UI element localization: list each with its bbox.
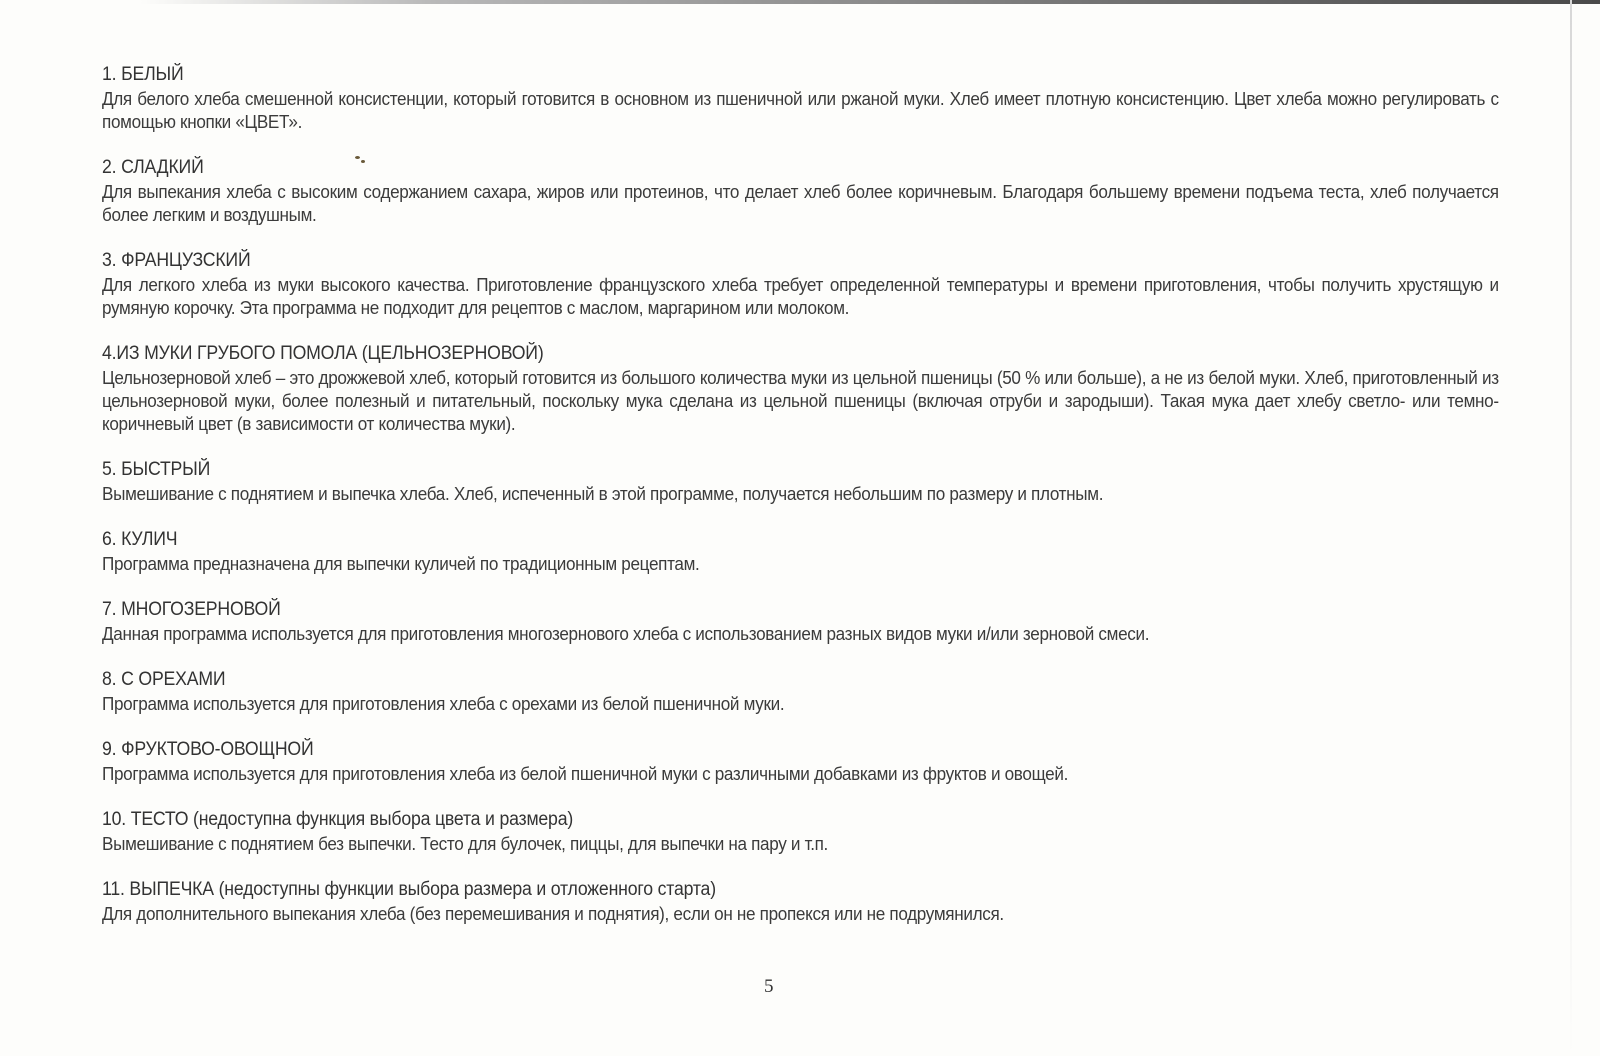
- program-section-9: [102, 737, 1497, 785]
- program-description: Вымешивание с поднятием и выпечка хлеба. Хлеб, испеченный в этой программе, получается небольшим по размеру и плотным.: [102, 483, 1104, 504]
- program-section-2: [102, 155, 1497, 226]
- program-title: 3. ФРАНЦУЗСКИЙ: [102, 250, 251, 271]
- program-list: [102, 62, 1497, 947]
- program-title: 5. БЫСТРЫЙ: [102, 459, 211, 480]
- program-description: Программа предназначена для выпечки куличей по традиционным рецептам.: [102, 553, 700, 574]
- program-section-10: [102, 807, 1497, 855]
- program-section-11: [102, 877, 1497, 925]
- page-number: 5: [764, 976, 774, 997]
- program-title: 1. БЕЛЫЙ: [102, 64, 184, 85]
- program-title: 10. ТЕСТО (недоступна функция выбора цвета и размера): [102, 809, 574, 830]
- program-title: 9. ФРУКТОВО-ОВОЩНОЙ: [102, 739, 314, 760]
- scan-top-edge: [140, 0, 1600, 4]
- program-description: Для дополнительного выпекания хлеба (без перемешивания и поднятия), если он не пропекся или не подрумянился.: [102, 903, 1004, 924]
- program-description: Для выпекания хлеба с высоким содержанием сахара, жиров или протеинов, что делает хлеб более коричневым. Благодаря большему времени подъема теста, хлеб получается более легким и воздушным.: [102, 181, 1499, 225]
- program-section-5: [102, 457, 1497, 505]
- program-title: 2. СЛАДКИЙ: [102, 157, 204, 178]
- program-title: 8. С ОРЕХАМИ: [102, 669, 226, 690]
- program-section-7: [102, 597, 1497, 645]
- program-description: Цельнозерновой хлеб – это дрожжевой хлеб, который готовится из большого количества муки из цельной пшеницы (50 % или больше), а не из белой муки. Хлеб, приготовленный из цельнозерновой муки, более полезный и питательный, поскольку мука сделана из цельной пшеницы (включая отруби и зародыши). Такая мука дает хлебу светло- или темно-коричневый цвет (в зависимости от количества муки).: [102, 367, 1499, 434]
- program-description: Программа используется для приготовления хлеба из белой пшеничной муки с различными добавками из фруктов и овощей.: [102, 763, 1069, 784]
- scan-right-edge: [1570, 0, 1572, 1056]
- program-title: 6. КУЛИЧ: [102, 529, 178, 550]
- program-description: Вымешивание с поднятием без выпечки. Тесто для булочек, пиццы, для выпечки на пару и т.п.: [102, 833, 828, 854]
- program-description: Данная программа используется для приготовления многозернового хлеба с использованием разных видов муки и/или зерновой смеси.: [102, 623, 1150, 644]
- program-title: 7. МНОГОЗЕРНОВОЙ: [102, 599, 281, 620]
- program-section-1: [102, 62, 1497, 133]
- program-description: Программа используется для приготовления хлеба с орехами из белой пшеничной муки.: [102, 693, 785, 714]
- program-title: 4.ИЗ МУКИ ГРУБОГО ПОМОЛА (ЦЕЛЬНОЗЕРНОВОЙ): [102, 343, 544, 364]
- program-description: Для легкого хлеба из муки высокого качества. Приготовление французского хлеба требует определенной температуры и времени приготовления, чтобы получить хрустящую и румяную корочку. Эта программа не подходит для рецептов с маслом, маргарином или молоком.: [102, 274, 1499, 318]
- program-description: Для белого хлеба смешенной консистенции, который готовится в основном из пшеничной или ржаной муки. Хлеб имеет плотную консистенцию. Цвет хлеба можно регулировать с помощью кнопки «ЦВЕТ».: [102, 88, 1499, 132]
- program-section-8: [102, 667, 1497, 715]
- program-title: 11. ВЫПЕЧКА (недоступны функции выбора размера и отложенного старта): [102, 879, 716, 900]
- program-section-6: [102, 527, 1497, 575]
- program-section-3: [102, 248, 1497, 319]
- program-section-4: [102, 341, 1497, 435]
